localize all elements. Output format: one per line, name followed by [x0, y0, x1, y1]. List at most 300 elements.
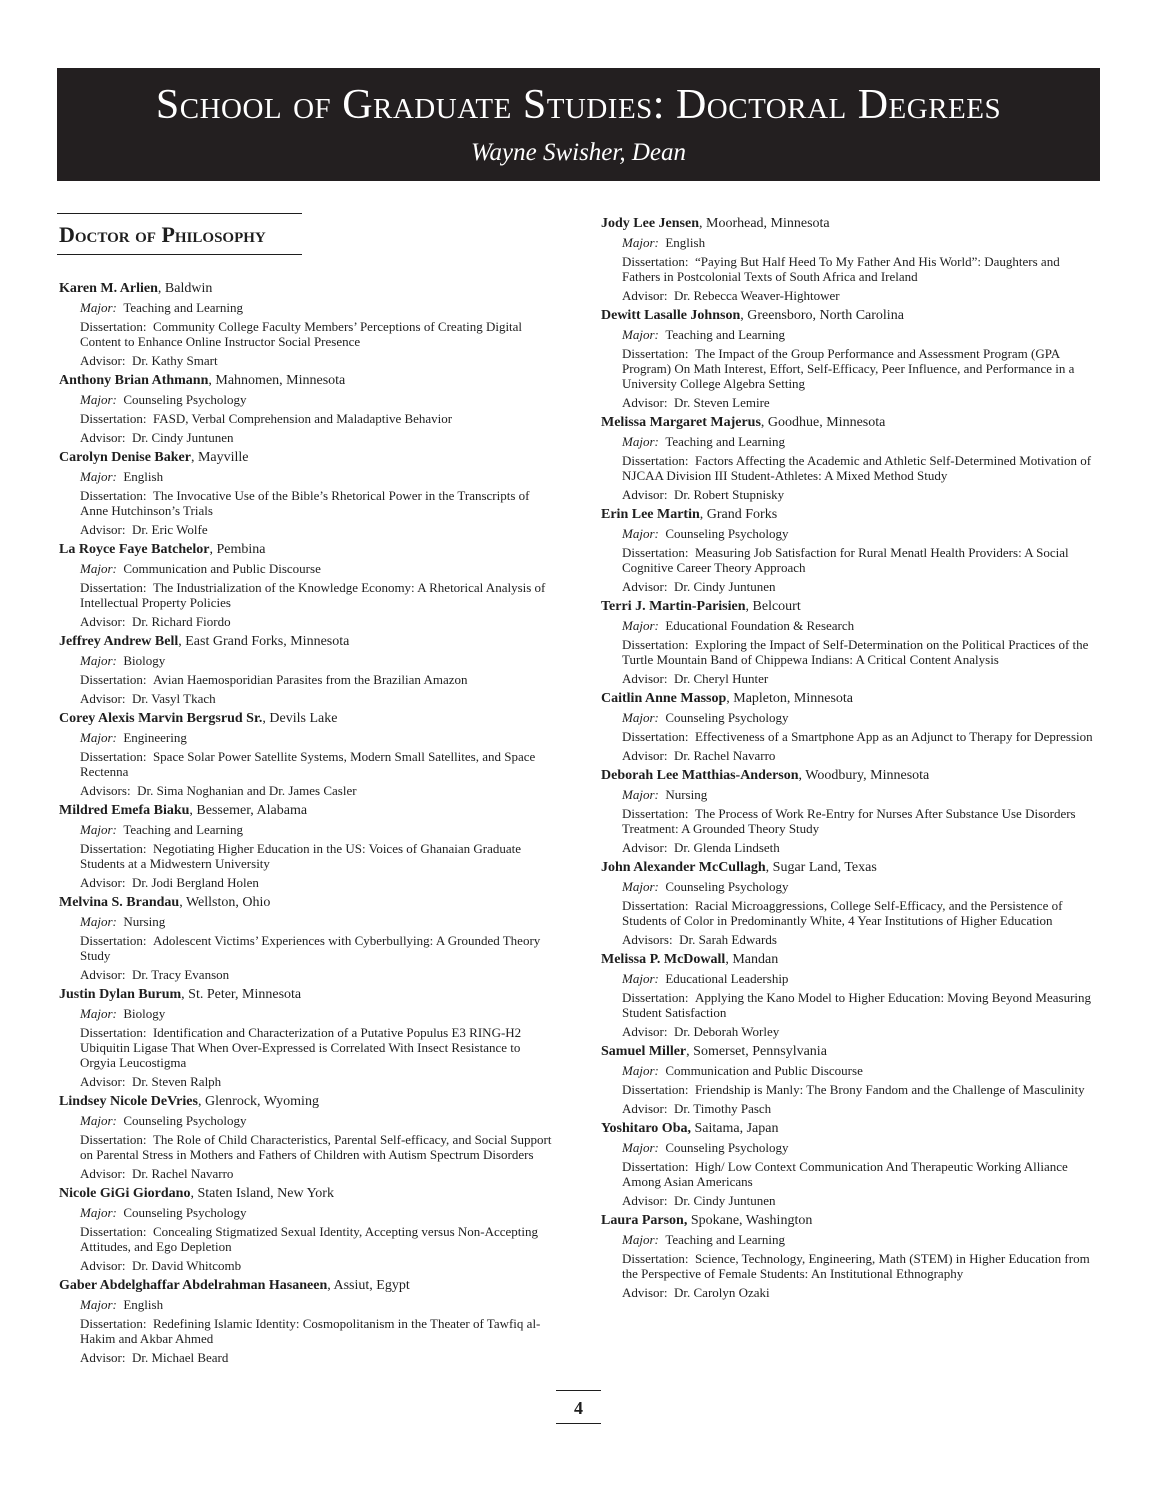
advisor-line: [80, 614, 555, 633]
dissertation-line: [80, 672, 555, 691]
graduate-name: Samuel Miller: [601, 1044, 687, 1059]
advisor-name: Dr. Cindy Juntunen: [132, 430, 234, 445]
graduate-name: Yoshitaro Oba,: [601, 1121, 691, 1136]
advisor-label: Advisor:: [622, 487, 668, 502]
graduate-name: Jody Lee Jensen: [601, 216, 699, 231]
graduate-location: Saitama, Japan: [690, 1121, 779, 1136]
advisor-label: Advisors:: [80, 783, 131, 798]
dissertation-line: [80, 1025, 555, 1074]
advisor-name: Dr. Vasyl Tkach: [132, 691, 216, 706]
dissertation-label: Dissertation:: [80, 411, 147, 426]
graduate-name-line: [59, 710, 555, 730]
dissertation-label: Dissertation:: [80, 672, 147, 687]
graduate-location: , Woodbury, Minnesota: [798, 768, 930, 783]
graduate-name-line: [601, 1043, 1097, 1063]
graduate-name-line: [59, 894, 555, 914]
graduate-entry: [59, 280, 555, 372]
graduate-entry: [601, 598, 1097, 690]
dissertation-title: Adolescent Victims’ Experiences with Cyberbullying: A Grounded Theory Study: [80, 933, 541, 963]
graduate-location: , East Grand Forks, Minnesota: [178, 634, 350, 649]
graduate-name: Gaber Abdelghaffar Abdelrahman Hasaneen: [59, 1278, 328, 1293]
major-line: [622, 1232, 1097, 1251]
major-value: English: [665, 235, 706, 250]
advisor-line: [622, 671, 1097, 690]
major-value: Teaching and Learning: [665, 434, 785, 449]
graduate-name-line: [601, 506, 1097, 526]
advisor-name: Dr. Richard Fiordo: [132, 614, 231, 629]
major-line: [622, 434, 1097, 453]
advisor-line: [80, 1074, 555, 1093]
major-value: English: [123, 1297, 164, 1312]
dissertation-title: Identification and Characterization of a Putative Populus E3 RING-H2 Ubiquitin Ligase That When Over-Expressed is Correlated With Insect Resistance to Orgyia Leucostigma: [80, 1025, 522, 1070]
dissertation-line: [622, 453, 1097, 487]
advisor-line: [80, 783, 555, 802]
dissertation-line: [622, 637, 1097, 671]
major-line: [622, 971, 1097, 990]
dissertation-label: Dissertation:: [622, 898, 689, 913]
dissertation-line: [80, 411, 555, 430]
major-label: Major:: [622, 879, 659, 894]
graduate-entry: [601, 1212, 1097, 1304]
dissertation-title: Friendship is Manly: The Brony Fandom and the Challenge of Masculinity: [694, 1082, 1085, 1097]
dissertation-title: Applying the Kano Model to Higher Education: Moving Beyond Measuring Student Satisfaction: [622, 990, 1092, 1020]
left-column: [59, 280, 555, 1369]
advisor-label: Advisor:: [622, 748, 668, 763]
advisor-line: [622, 932, 1097, 951]
major-value: Biology: [123, 653, 166, 668]
major-value: Teaching and Learning: [123, 300, 243, 315]
dissertation-line: [80, 1316, 555, 1350]
header-banner: [57, 68, 1100, 181]
graduate-entry: [59, 894, 555, 986]
graduate-name-line: [59, 1185, 555, 1205]
right-column: [601, 215, 1097, 1304]
major-value: Counseling Psychology: [123, 392, 247, 407]
major-label: Major:: [622, 327, 659, 342]
major-line: [622, 1140, 1097, 1159]
graduate-name-line: [59, 541, 555, 561]
major-line: [80, 822, 555, 841]
dissertation-label: Dissertation:: [622, 990, 689, 1005]
advisor-line: [80, 967, 555, 986]
major-label: Major:: [80, 1205, 117, 1220]
graduate-location: , Baldwin: [157, 281, 213, 296]
graduate-entry: [59, 372, 555, 449]
advisor-line: [622, 748, 1097, 767]
dissertation-label: Dissertation:: [80, 580, 147, 595]
major-label: Major:: [622, 1140, 659, 1155]
graduate-name-line: [601, 307, 1097, 327]
dissertation-title: The Invocative Use of the Bible’s Rhetorical Power in the Transcripts of Anne Hutchinson’s Trials: [80, 488, 530, 518]
major-label: Major:: [622, 1063, 659, 1078]
dissertation-line: [622, 1159, 1097, 1193]
major-label: Major:: [80, 300, 117, 315]
dissertation-label: Dissertation:: [80, 933, 147, 948]
major-value: Nursing: [123, 914, 166, 929]
advisor-name: Dr. Rachel Navarro: [132, 1166, 234, 1181]
advisor-line: [622, 1285, 1097, 1304]
advisor-label: Advisor:: [622, 1285, 668, 1300]
dissertation-line: [622, 346, 1097, 395]
major-label: Major:: [622, 1232, 659, 1247]
advisor-line: [80, 1350, 555, 1369]
graduate-name: Melvina S. Brandau: [59, 895, 180, 910]
dissertation-label: Dissertation:: [80, 319, 147, 334]
graduate-name: Jeffrey Andrew Bell: [59, 634, 179, 649]
graduate-name-line: [601, 859, 1097, 879]
graduate-location: , Mandan: [725, 952, 779, 967]
major-line: [80, 1006, 555, 1025]
graduate-name: Melissa Margaret Majerus: [601, 415, 761, 430]
dissertation-label: Dissertation:: [622, 729, 689, 744]
major-value: Counseling Psychology: [665, 710, 789, 725]
graduate-name: Lindsey Nicole DeVries: [59, 1094, 198, 1109]
major-line: [622, 618, 1097, 637]
advisor-name: Dr. Timothy Pasch: [674, 1101, 772, 1116]
graduate-name-line: [59, 986, 555, 1006]
advisor-label: Advisors:: [622, 932, 673, 947]
advisor-label: Advisor:: [80, 430, 126, 445]
advisor-line: [622, 1101, 1097, 1120]
graduate-entry: [601, 690, 1097, 767]
dissertation-line: [80, 841, 555, 875]
graduate-name-line: [59, 1093, 555, 1113]
dissertation-line: [80, 488, 555, 522]
advisor-line: [622, 1193, 1097, 1212]
major-line: [622, 1063, 1097, 1082]
graduate-location: , Mapleton, Minnesota: [726, 691, 854, 706]
advisor-label: Advisor:: [622, 671, 668, 686]
graduate-name-line: [601, 767, 1097, 787]
dissertation-line: [622, 990, 1097, 1024]
dissertation-title: The Process of Work Re-Entry for Nurses After Substance Use Disorders Treatment: A Grounded Theory Study: [622, 806, 1076, 836]
dissertation-title: Racial Microaggressions, College Self-Efficacy, and the Persistence of Students of Color in Predominantly White, 4 Year Institutions of Higher Education: [622, 898, 1063, 928]
advisor-name: Dr. Tracy Evanson: [132, 967, 230, 982]
graduate-name: La Royce Faye Batchelor: [59, 542, 210, 557]
major-label: Major:: [80, 1006, 117, 1021]
dissertation-title: Community College Faculty Members’ Perceptions of Creating Digital Content to Enhance Online Instructor Social Presence: [80, 319, 523, 349]
dissertation-title: Factors Affecting the Academic and Athletic Self-Determined Motivation of NJCAA Division III Student-Athletes: A Mixed Method Study: [622, 453, 1092, 483]
advisor-label: Advisor:: [80, 1258, 126, 1273]
graduate-name: Dewitt Lasalle Johnson: [601, 308, 741, 323]
major-line: [80, 561, 555, 580]
dissertation-line: [80, 1132, 555, 1166]
dissertation-title: Redefining Islamic Identity: Cosmopolitanism in the Theater of Tawfiq al-Hakim and Akbar Ahmed: [80, 1316, 541, 1346]
graduate-location: , Wellston, Ohio: [179, 895, 271, 910]
graduate-entry: [601, 215, 1097, 307]
graduate-location: , Glenrock, Wyoming: [197, 1094, 319, 1109]
dissertation-label: Dissertation:: [622, 254, 689, 269]
major-value: Teaching and Learning: [665, 327, 785, 342]
advisor-name: Dr. Sarah Edwards: [679, 932, 777, 947]
major-line: [80, 392, 555, 411]
graduate-location: , St. Peter, Minnesota: [181, 987, 302, 1002]
major-label: Major:: [622, 526, 659, 541]
page-number: 4: [556, 1390, 601, 1424]
major-label: Major:: [80, 469, 117, 484]
graduate-name: Laura Parson,: [601, 1213, 688, 1228]
major-label: Major:: [80, 653, 117, 668]
dissertation-line: [622, 254, 1097, 288]
major-line: [622, 879, 1097, 898]
advisor-name: Dr. Sima Noghanian and Dr. James Casler: [137, 783, 357, 798]
major-value: Counseling Psychology: [665, 526, 789, 541]
graduate-entry: [59, 710, 555, 802]
graduate-location: , Mayville: [190, 450, 249, 465]
advisor-label: Advisor:: [622, 840, 668, 855]
major-value: Counseling Psychology: [665, 879, 789, 894]
advisor-label: Advisor:: [80, 875, 126, 890]
advisor-label: Advisor:: [80, 353, 126, 368]
advisor-name: Dr. Kathy Smart: [132, 353, 218, 368]
graduate-location: , Staten Island, New York: [190, 1186, 334, 1201]
graduate-entry: [601, 951, 1097, 1043]
graduate-entry: [59, 986, 555, 1093]
dissertation-line: [80, 319, 555, 353]
dissertation-label: Dissertation:: [80, 1224, 147, 1239]
major-value: Communication and Public Discourse: [123, 561, 321, 576]
advisor-line: [622, 487, 1097, 506]
major-line: [80, 1297, 555, 1316]
dissertation-line: [80, 1224, 555, 1258]
graduate-entry: [59, 1093, 555, 1185]
dissertation-title: FASD, Verbal Comprehension and Maladaptive Behavior: [152, 411, 453, 426]
dissertation-label: Dissertation:: [622, 1082, 689, 1097]
major-value: Counseling Psychology: [123, 1205, 247, 1220]
graduate-entry: [59, 449, 555, 541]
graduate-entry: [601, 859, 1097, 951]
advisor-name: Dr. Robert Stupnisky: [674, 487, 785, 502]
dissertation-label: Dissertation:: [622, 346, 689, 361]
dissertation-line: [80, 933, 555, 967]
major-label: Major:: [80, 914, 117, 929]
graduate-location: , Somerset, Pennsylvania: [686, 1044, 827, 1059]
dissertation-title: The Industrialization of the Knowledge Economy: A Rhetorical Analysis of Intellectual Property Policies: [80, 580, 546, 610]
advisor-name: Dr. Glenda Lindseth: [674, 840, 780, 855]
major-value: Engineering: [123, 730, 187, 745]
advisor-label: Advisor:: [80, 1166, 126, 1181]
major-label: Major:: [622, 235, 659, 250]
page-title: School of Graduate Studies: Doctoral Degrees: [155, 82, 1002, 128]
graduate-entry: [601, 767, 1097, 859]
major-label: Major:: [80, 1297, 117, 1312]
advisor-label: Advisor:: [622, 1193, 668, 1208]
graduate-name: John Alexander McCullagh: [601, 860, 766, 875]
major-line: [80, 469, 555, 488]
major-label: Major:: [622, 787, 659, 802]
advisor-name: Dr. Jodi Bergland Holen: [132, 875, 259, 890]
graduate-name: Nicole GiGi Giordano: [59, 1186, 191, 1201]
dissertation-title: Space Solar Power Satellite Systems, Modern Small Satellites, and Space Rectenna: [80, 749, 536, 779]
graduate-name-line: [59, 802, 555, 822]
advisor-name: Dr. Cindy Juntunen: [674, 579, 776, 594]
major-label: Major:: [80, 1113, 117, 1128]
advisor-label: Advisor:: [80, 691, 126, 706]
dissertation-line: [622, 1251, 1097, 1285]
dissertation-label: Dissertation:: [80, 1132, 147, 1147]
graduate-location: , Moorhead, Minnesota: [699, 216, 830, 231]
graduate-name-line: [601, 598, 1097, 618]
major-line: [80, 653, 555, 672]
advisor-line: [80, 353, 555, 372]
graduate-entry: [601, 307, 1097, 414]
major-label: Major:: [80, 822, 117, 837]
graduate-name-line: [59, 633, 555, 653]
major-line: [80, 914, 555, 933]
dissertation-title: Effectiveness of a Smartphone App as an Adjunct to Therapy for Depression: [694, 729, 1093, 744]
advisor-name: Dr. Rachel Navarro: [674, 748, 776, 763]
dissertation-label: Dissertation:: [80, 1316, 147, 1331]
major-value: Biology: [123, 1006, 166, 1021]
major-value: Educational Leadership: [665, 971, 789, 986]
major-label: Major:: [622, 710, 659, 725]
major-line: [622, 526, 1097, 545]
dissertation-title: Exploring the Impact of Self-Determination on the Political Practices of the Turtle Mountain Band of Chippewa Indians: A Critical Content Analysis: [622, 637, 1089, 667]
dissertation-line: [622, 898, 1097, 932]
graduate-location: , Devils Lake: [262, 711, 338, 726]
advisor-line: [622, 579, 1097, 598]
advisor-name: Dr. Steven Lemire: [674, 395, 770, 410]
advisor-line: [80, 691, 555, 710]
dissertation-label: Dissertation:: [80, 488, 147, 503]
graduate-location: , Grand Forks: [699, 507, 778, 522]
major-value: Nursing: [665, 787, 708, 802]
dissertation-line: [622, 1082, 1097, 1101]
graduate-location: , Goodhue, Minnesota: [760, 415, 886, 430]
graduate-entry: [601, 1043, 1097, 1120]
major-label: Major:: [622, 618, 659, 633]
graduate-name: Corey Alexis Marvin Bergsrud Sr.: [59, 711, 263, 726]
advisor-line: [622, 840, 1097, 859]
major-label: Major:: [622, 971, 659, 986]
graduate-name-line: [601, 215, 1097, 235]
dissertation-title: High/ Low Context Communication And Therapeutic Working Alliance Among Asian Americans: [622, 1159, 1068, 1189]
graduate-name: Caitlin Anne Massop: [601, 691, 727, 706]
advisor-line: [622, 288, 1097, 307]
graduate-name: Terri J. Martin-Parisien: [601, 599, 746, 614]
major-line: [80, 1113, 555, 1132]
advisor-label: Advisor:: [622, 1101, 668, 1116]
dissertation-title: The Impact of the Group Performance and Assessment Program (GPA Program) On Math Interest, Effort, Self-Efficacy, Peer Influence, and Performance in a University College Algebra Setting: [622, 346, 1075, 391]
dissertation-label: Dissertation:: [622, 1251, 689, 1266]
major-line: [622, 787, 1097, 806]
major-value: Teaching and Learning: [665, 1232, 785, 1247]
graduate-location: , Greensboro, North Carolina: [740, 308, 904, 323]
graduate-name-line: [601, 690, 1097, 710]
advisor-name: Dr. David Whitcomb: [132, 1258, 242, 1273]
dissertation-label: Dissertation:: [80, 749, 147, 764]
major-value: Communication and Public Discourse: [665, 1063, 863, 1078]
graduate-name: Carolyn Denise Baker: [59, 450, 191, 465]
graduate-entry: [59, 1185, 555, 1277]
graduate-name: Karen M. Arlien: [59, 281, 158, 296]
dissertation-label: Dissertation:: [80, 841, 147, 856]
graduate-entry: [59, 633, 555, 710]
advisor-line: [80, 1258, 555, 1277]
graduate-name: Anthony Brian Athmann: [59, 373, 209, 388]
dissertation-line: [80, 580, 555, 614]
graduate-name: Melissa P. McDowall: [601, 952, 726, 967]
advisor-label: Advisor:: [622, 288, 668, 303]
major-label: Major:: [80, 730, 117, 745]
graduate-location: , Sugar Land, Texas: [765, 860, 877, 875]
major-label: Major:: [622, 434, 659, 449]
advisor-name: Dr. Michael Beard: [132, 1350, 229, 1365]
major-value: Counseling Psychology: [123, 1113, 247, 1128]
major-line: [80, 300, 555, 319]
advisor-line: [80, 522, 555, 541]
advisor-name: Dr. Cindy Juntunen: [674, 1193, 776, 1208]
dissertation-label: Dissertation:: [622, 637, 689, 652]
dissertation-title: “Paying But Half Heed To My Father And His World”: Daughters and Fathers in Postcolonial Texts of South Africa and Ireland: [622, 254, 1060, 284]
dissertation-line: [622, 729, 1097, 748]
advisor-name: Dr. Cheryl Hunter: [674, 671, 769, 686]
major-label: Major:: [80, 561, 117, 576]
graduate-entry: [59, 1277, 555, 1369]
section-heading: Doctor of Philosophy: [57, 213, 302, 255]
graduate-name: Erin Lee Martin: [601, 507, 700, 522]
major-value: English: [123, 469, 164, 484]
advisor-name: Dr. Rebecca Weaver-Hightower: [674, 288, 840, 303]
dissertation-title: Negotiating Higher Education in the US: Voices of Ghanaian Graduate Students at a Midwestern University: [80, 841, 522, 871]
advisor-label: Advisor:: [80, 1350, 126, 1365]
graduate-name-line: [601, 414, 1097, 434]
major-line: [622, 235, 1097, 254]
advisor-label: Advisor:: [622, 1024, 668, 1039]
advisor-label: Advisor:: [80, 522, 126, 537]
dissertation-line: [622, 806, 1097, 840]
graduate-name-line: [59, 372, 555, 392]
graduate-entry: [601, 506, 1097, 598]
advisor-name: Dr. Carolyn Ozaki: [674, 1285, 770, 1300]
graduate-location: , Mahnomen, Minnesota: [208, 373, 346, 388]
major-line: [80, 730, 555, 749]
graduate-location: , Assiut, Egypt: [327, 1278, 410, 1293]
advisor-line: [80, 430, 555, 449]
graduate-name-line: [59, 280, 555, 300]
major-label: Major:: [80, 392, 117, 407]
dissertation-title: Science, Technology, Engineering, Math (STEM) in Higher Education from the Perspective of Female Students: An Institutional Ethnography: [622, 1251, 1090, 1281]
graduate-location: , Bessemer, Alabama: [189, 803, 308, 818]
graduate-name: Mildred Emefa Biaku: [59, 803, 190, 818]
major-line: [80, 1205, 555, 1224]
graduate-entry: [601, 414, 1097, 506]
dissertation-title: The Role of Child Characteristics, Parental Self-efficacy, and Social Support on Parental Stress in Mothers and Fathers of Children with Autism Spectrum Disorders: [80, 1132, 552, 1162]
dissertation-label: Dissertation:: [80, 1025, 147, 1040]
advisor-line: [622, 1024, 1097, 1043]
graduate-name: Justin Dylan Burum: [59, 987, 182, 1002]
dissertation-title: Concealing Stigmatized Sexual Identity, Accepting versus Non-Accepting Attitudes, and Ego Depletion: [80, 1224, 539, 1254]
graduate-entry: [59, 802, 555, 894]
dissertation-title: Avian Haemosporidian Parasites from the Brazilian Amazon: [152, 672, 468, 687]
major-line: [622, 710, 1097, 729]
graduate-location: Spokane, Washington: [687, 1213, 813, 1228]
advisor-name: Dr. Steven Ralph: [132, 1074, 222, 1089]
advisor-name: Dr. Deborah Worley: [674, 1024, 780, 1039]
graduate-location: , Pembina: [209, 542, 266, 557]
major-line: [622, 327, 1097, 346]
advisor-label: Advisor:: [80, 1074, 126, 1089]
major-value: Counseling Psychology: [665, 1140, 789, 1155]
dean-subtitle: Wayne Swisher, Dean: [470, 139, 687, 166]
graduate-name-line: [601, 1212, 1097, 1232]
graduate-name-line: [59, 449, 555, 469]
major-value: Teaching and Learning: [123, 822, 243, 837]
graduate-name-line: [601, 951, 1097, 971]
major-value: Educational Foundation & Research: [665, 618, 855, 633]
advisor-label: Advisor:: [80, 967, 126, 982]
graduate-name-line: [59, 1277, 555, 1297]
